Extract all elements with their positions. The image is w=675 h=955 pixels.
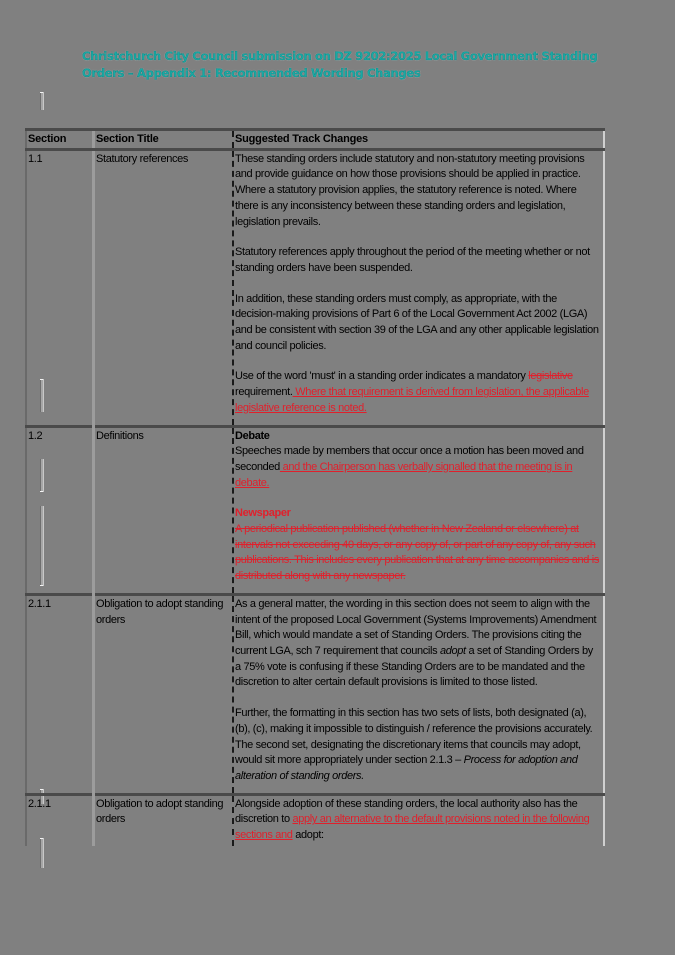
section-number: 1.1 <box>26 149 94 426</box>
text: Further, the formatting in this section has two sets of lists, both designated (a), (b), (c), making it impossible to distinguish / reference the provisions accurately. The second set, designating the discretionary items that councils may adopt, would sit more appropriately under section 2.1.3 – <box>235 707 593 767</box>
header-section: Section <box>26 130 94 150</box>
inserted-text[interactable]: and the Chairperson has verbally signalled that the meeting is in debate. <box>235 460 573 489</box>
table-row <box>26 794 604 846</box>
section-title: Obligation to adopt standing orders <box>94 594 234 794</box>
section-number: 2.1.1 <box>26 594 94 794</box>
deleted-text[interactable]: legislative <box>528 370 573 383</box>
table-row <box>26 594 604 794</box>
inserted-text[interactable]: Where that requirement is derived from legislation, the applicable legislative reference is noted. <box>235 386 589 414</box>
text: a set of Standing Orders by a 75% vote is confusing if these Standing Orders are to be mandated and the discretion to alter certain default provisions is limited to those listed. <box>235 644 593 689</box>
definition-term: Debate <box>235 429 270 442</box>
inserted-text[interactable]: apply an alternative to the default provisions noted in the following sections and <box>235 813 590 842</box>
text: adopt: <box>292 829 324 842</box>
section-title: Statutory references <box>94 149 234 426</box>
paragraph <box>235 597 600 691</box>
header-suggested-changes: Suggested Track Changes <box>233 130 604 150</box>
suggested-changes-cell[interactable] <box>233 794 604 846</box>
italic-text: adopt <box>439 644 466 657</box>
suggested-changes-cell[interactable] <box>233 149 604 426</box>
paragraph: Statutory references apply throughout the period of the meeting whether or not standing orders have been suspended. <box>235 246 590 274</box>
header-section-title: Section Title <box>94 130 234 150</box>
text: Alongside adoption of these standing orders, the local authority also has the discretion to <box>235 797 578 826</box>
text: As a general matter, the wording in this section does not seem to align with the intent of the proposed Local Government (Systems Improvements) Amendment Bill, which would mandate a set of Standing Orders. The provisions citing the current LGA, sch 7 requirement that councils <box>235 597 597 657</box>
document-title-line-2: Orders – Appendix 1: Recommended Wording Changes <box>82 66 421 80</box>
table-row <box>26 426 604 594</box>
section-number: 1.2 <box>26 426 94 594</box>
paragraph: These standing orders include statutory and non-statutory meeting provisions and provide guidance on how those provisions should be applied in practice. Where a statutory provision applies, the statutory reference is noted. Where there is any inconsistency between these standing orders and legislation, legislation prevails. <box>235 152 585 228</box>
paragraph: In addition, these standing orders must comply, as appropriate, with the decision-making provisions of Part 6 of the Local Government Act 2002 (LGA) and be consistent with section 39 of the LGA and any other applicable legislation and council policies. <box>235 292 599 352</box>
document-title-line-1: Christchurch City Council submission on DZ 9202:2025 Local Government Standing <box>82 49 598 63</box>
suggested-changes-cell[interactable] <box>233 426 604 594</box>
definition-debate <box>235 429 600 492</box>
text: requirement. <box>235 386 293 399</box>
text: Speeches made by members that occur once a motion has been moved and seconded <box>235 445 584 473</box>
paragraph <box>235 797 600 844</box>
suggested-changes-cell[interactable] <box>233 594 604 794</box>
section-title: Definitions <box>94 426 234 594</box>
section-title: Obligation to adopt standing orders <box>94 794 234 846</box>
italic-text: Process for adoption and alteration of standing orders. <box>235 754 578 782</box>
deleted-text[interactable]: A periodical publication published (whether in New Zealand or elsewhere) at intervals not exceeding 40 days, or any copy of, or part of any copy of, any such publications. This includes every publication that at any time accompanies and is distributed along with any newspaper. <box>235 523 599 583</box>
change-bar <box>40 92 44 110</box>
text: Use of the word 'must' in a standing order indicates a mandatory <box>235 370 529 383</box>
document-title <box>82 48 602 82</box>
paragraph <box>235 369 600 416</box>
definition-newspaper <box>235 506 600 585</box>
track-changes-table <box>25 128 605 846</box>
deleted-definition-term[interactable]: Newspaper <box>235 507 291 520</box>
table-header-row <box>26 130 604 150</box>
table-row <box>26 149 604 426</box>
paragraph <box>235 706 600 785</box>
section-number: 2.1.1 <box>26 794 94 846</box>
